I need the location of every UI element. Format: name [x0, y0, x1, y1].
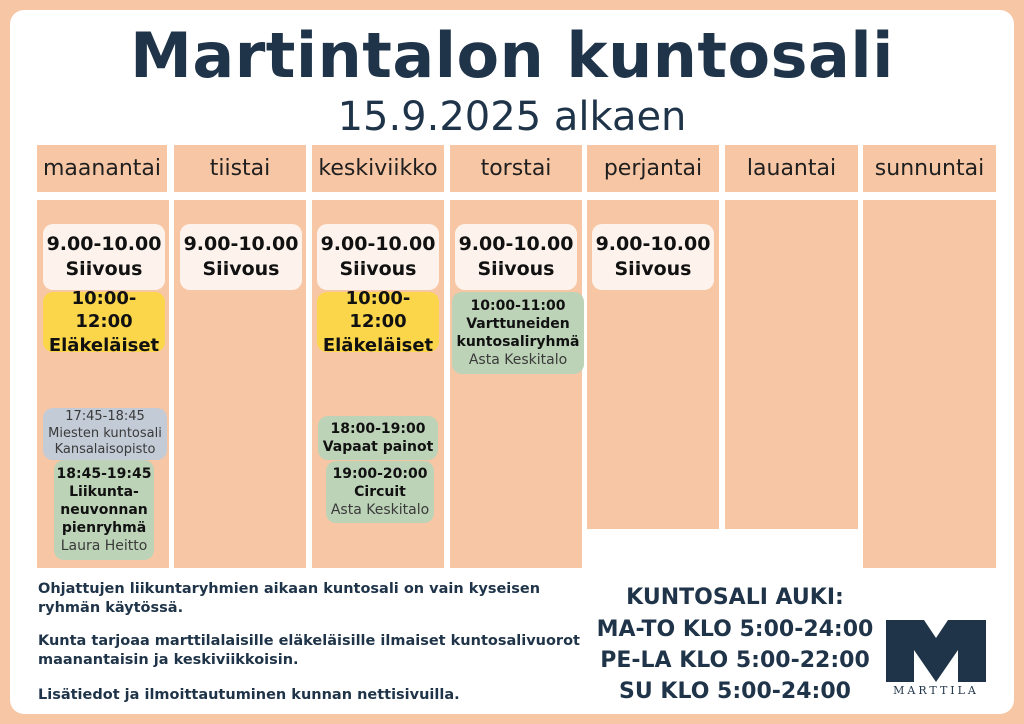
slot-title-line-2: neuvonnan	[60, 501, 148, 518]
slot-circuit-wednesday	[326, 461, 434, 523]
slot-title: Eläkeläiset	[48, 334, 160, 356]
slot-time: 10:00-11:00	[470, 297, 566, 314]
slot-time: 9.00-10.00	[46, 233, 162, 256]
slot-cleaning-monday	[43, 224, 165, 290]
slot-cleaning-tuesday	[180, 224, 302, 290]
slot-title: Siivous	[202, 258, 280, 280]
slot-title: Eläkeläiset	[322, 334, 434, 356]
day-header-wednesday: keskiviikko	[312, 145, 444, 192]
day-header-saturday: lauantai	[725, 145, 858, 192]
slot-title: Siivous	[65, 258, 143, 280]
logo-wordmark: MARTTILA	[893, 684, 979, 697]
slot-time: 9.00-10.00	[183, 233, 299, 256]
slot-time: 9.00-10.00	[458, 233, 574, 256]
day-header-sunday: sunnuntai	[863, 145, 996, 192]
slot-title-line-3: pienryhmä	[61, 520, 147, 537]
slot-title: Vapaat painot	[322, 439, 434, 455]
slot-cleaning-thursday	[455, 224, 577, 290]
note-seniors-free: Kunta tarjoaa marttilalaisille eläkeläisille ilmaiset kuntosalivuorot maanantaisin ja keskiviikkoisin.	[38, 633, 580, 668]
slot-title-line-1: Liikunta-	[69, 483, 139, 500]
slot-title: Siivous	[477, 258, 555, 280]
slot-weights-wednesday	[318, 416, 438, 460]
slot-time: 9.00-10.00	[595, 233, 711, 256]
slot-time: 17:45-18:45	[65, 408, 145, 424]
hours-fri-sat: PE-LA KLO 5:00-22:00	[600, 648, 870, 673]
slot-time: 10:00-12:00	[71, 287, 137, 333]
hours-heading: KUNTOSALI AUKI:	[626, 585, 844, 610]
slot-organizer: Kansalaisopisto	[54, 442, 156, 458]
day-header-friday: perjantai	[587, 145, 719, 192]
slot-men-monday	[43, 408, 167, 460]
day-header-tuesday: tiistai	[174, 145, 306, 192]
page-title: Martintalon kuntosali	[130, 19, 894, 92]
slot-time: 9.00-10.00	[320, 233, 436, 256]
day-header-thursday: torstai	[450, 145, 582, 192]
slot-time: 18:45-19:45	[56, 465, 152, 482]
slot-leader: Asta Keskitalo	[330, 502, 430, 519]
slot-title-line-1: Varttuneiden	[466, 315, 570, 332]
day-column-sunday	[863, 200, 996, 568]
slot-seniors-monday	[43, 287, 165, 356]
slot-counseling-monday	[54, 460, 154, 560]
slot-cleaning-wednesday	[317, 224, 439, 290]
slot-title: Miesten kuntosali	[48, 425, 162, 441]
hours-mon-thu: MA-TO KLO 5:00-24:00	[596, 617, 874, 642]
slot-seniors-wednesday	[317, 287, 439, 356]
slot-cleaning-friday	[592, 224, 714, 290]
slot-time: 10:00-12:00	[345, 287, 411, 333]
slot-title-line-2: kuntosaliryhmä	[456, 334, 580, 350]
slot-leader: Asta Keskitalo	[468, 352, 568, 369]
note-reserved: Ohjattujen liikuntaryhmien aikaan kuntosali on vain kyseisen ryhmän käytössä.	[38, 581, 541, 616]
slot-elder-thursday	[452, 292, 584, 374]
page-subtitle: 15.9.2025 alkaen	[337, 94, 687, 140]
slot-title: Circuit	[354, 483, 406, 500]
slot-title: Siivous	[614, 258, 692, 280]
slot-time: 18:00-19:00	[330, 420, 426, 437]
day-header-monday: maanantai	[37, 145, 167, 192]
note-more-info: Lisätiedot ja ilmoittautuminen kunnan nettisivuilla.	[38, 687, 460, 703]
slot-title: Siivous	[339, 258, 417, 280]
hours-sun: SU KLO 5:00-24:00	[619, 679, 851, 704]
day-column-saturday	[725, 200, 858, 529]
slot-leader: Laura Heitto	[60, 538, 148, 555]
slot-time: 19:00-20:00	[332, 465, 428, 482]
